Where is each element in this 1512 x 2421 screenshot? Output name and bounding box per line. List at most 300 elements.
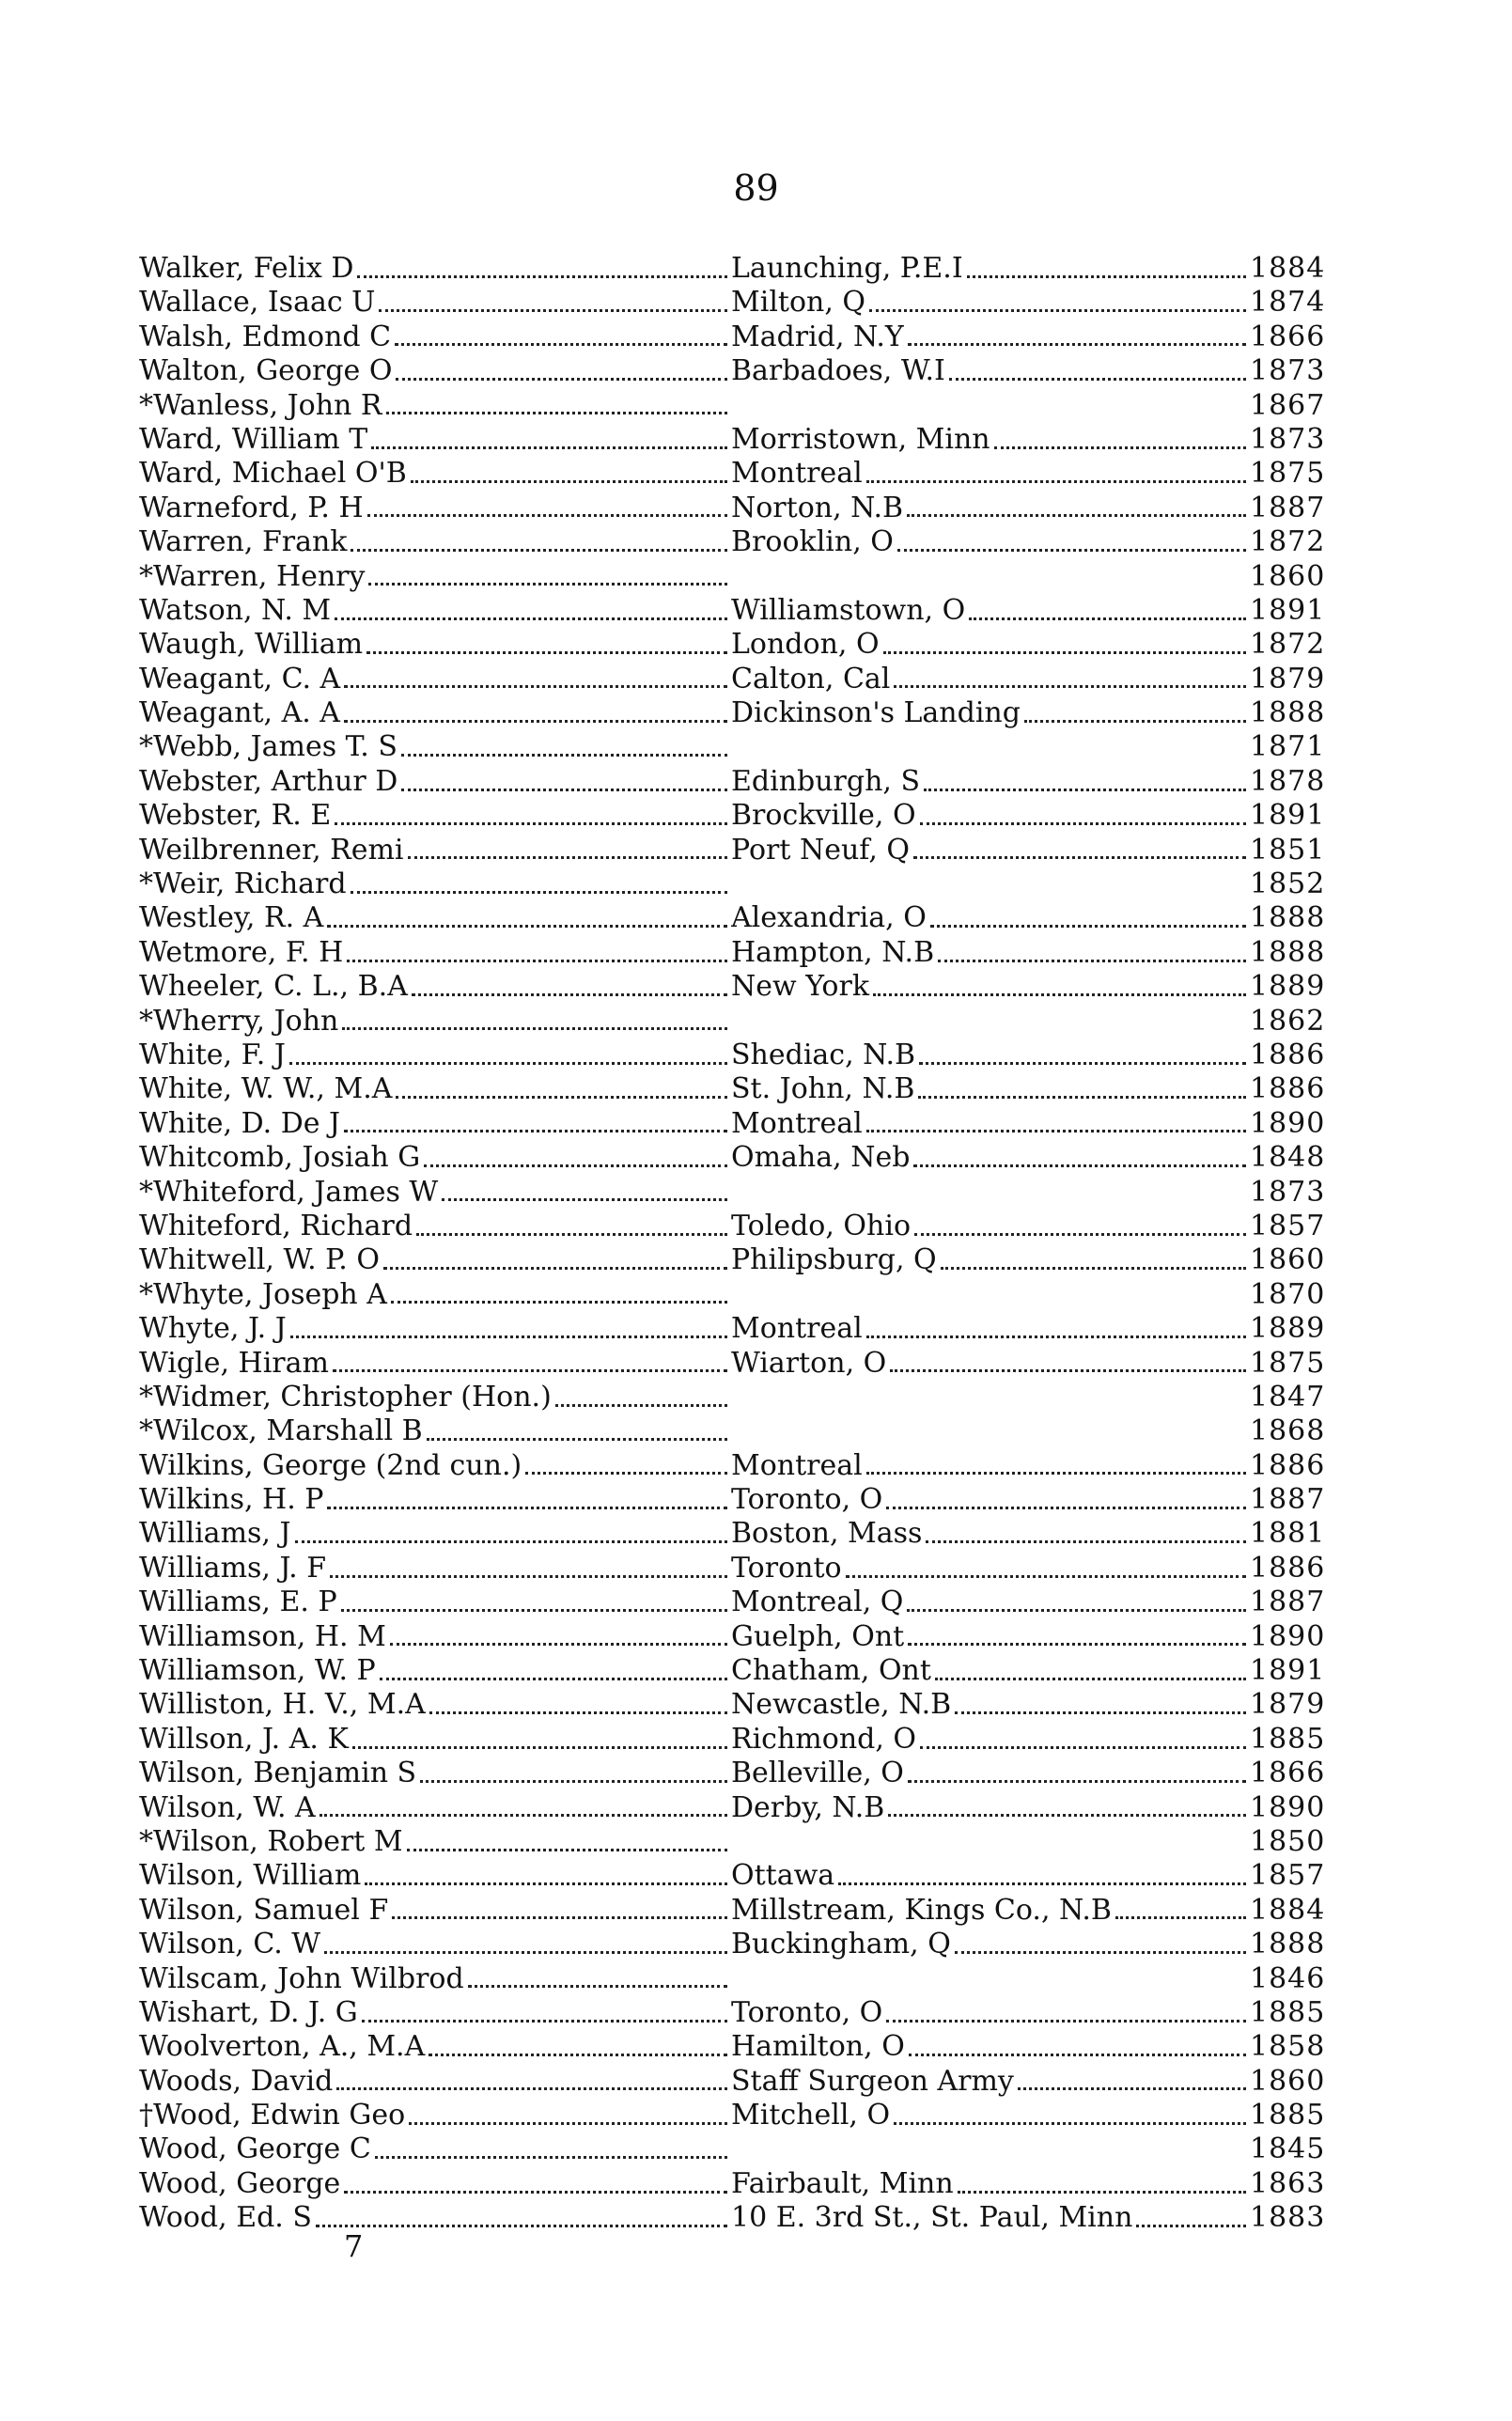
directory-entry [139, 1243, 1325, 1277]
directory-entry [139, 2167, 1325, 2201]
entry-year: 1868 [1250, 1414, 1326, 1448]
entry-place-column [731, 594, 1250, 628]
entry-name-column [139, 2167, 731, 2201]
entry-place-column [731, 320, 1250, 354]
entry-year: 1860 [1250, 1243, 1326, 1277]
dot-leader [918, 1096, 1246, 1099]
dot-leader [367, 514, 727, 517]
directory-entry [139, 1005, 1325, 1039]
entry-place: Philipsburg, Q [731, 1243, 937, 1277]
entry-place-column [731, 1552, 1250, 1585]
entry-year: 1858 [1250, 2030, 1326, 2064]
entry-place-column [731, 901, 1250, 935]
dot-leader [371, 446, 727, 449]
dot-leader [341, 1609, 727, 1612]
dot-leader [344, 720, 727, 723]
directory-entry [139, 970, 1325, 1004]
entry-year: 1846 [1250, 1961, 1326, 1995]
entry-name: Walton, George O [139, 354, 393, 388]
entry-name: Williams, J. F [139, 1551, 327, 1585]
entry-place: Barbadoes, W.I [731, 354, 945, 388]
entry-name: Williamson, W. P [139, 1654, 376, 1688]
entry-year: 1866 [1250, 320, 1326, 353]
entry-place-column [731, 492, 1250, 525]
directory-entry [139, 1039, 1325, 1072]
entry-place: London, O [731, 628, 880, 662]
entry-place-column [731, 1406, 1250, 1409]
dot-leader [866, 1472, 1246, 1475]
entry-name: *Wherry, John [139, 1004, 339, 1038]
directory-entry [139, 628, 1325, 662]
entry-name-column [139, 1996, 731, 2030]
dot-leader [333, 1369, 727, 1372]
entry-place-column [731, 1996, 1250, 2030]
entry-name: Williamson, H. M [139, 1619, 386, 1653]
entry-name-column [139, 1312, 731, 1346]
entry-name-column [139, 457, 731, 491]
entry-name-column [139, 2065, 731, 2099]
entry-name-column [139, 970, 731, 1004]
dot-leader [391, 1301, 727, 1304]
entry-place: Edinburgh, S [731, 764, 921, 798]
entry-place-column [731, 286, 1250, 320]
entry-name: *Webb, James T. S [139, 730, 397, 764]
dot-leader [390, 1643, 727, 1646]
entry-place-column [731, 799, 1250, 833]
directory-entry [139, 1552, 1325, 1585]
directory-entry [139, 1791, 1325, 1825]
directory-entry [139, 594, 1325, 628]
dot-leader [935, 1678, 1246, 1680]
entry-name-column [139, 1449, 731, 1483]
dot-leader [924, 789, 1246, 791]
entry-name-column [139, 1005, 731, 1039]
entry-place-column [731, 2158, 1250, 2161]
entry-year: 1891 [1250, 799, 1326, 833]
dot-leader [344, 1130, 727, 1132]
dot-leader [409, 2122, 727, 2125]
entry-place: Montreal [731, 457, 863, 491]
entry-name-column [139, 1962, 731, 1996]
entry-place: Montreal [731, 1448, 863, 1482]
entry-name: White, F. J [139, 1038, 286, 1071]
entry-place: Montreal [731, 1312, 863, 1346]
dot-leader [336, 2087, 727, 2090]
entry-place-column [731, 1030, 1250, 1033]
entry-name: *Wilcox, Marshall B [139, 1414, 423, 1448]
dot-leader [1018, 2087, 1246, 2090]
entry-year: 1890 [1250, 1619, 1326, 1653]
entry-place-column [731, 1859, 1250, 1893]
entry-place-column [731, 2099, 1250, 2132]
entry-year: 1872 [1250, 628, 1326, 662]
dot-leader [555, 1404, 727, 1407]
entry-place-column [731, 834, 1250, 867]
dot-leader [920, 1746, 1246, 1749]
entry-place-column [731, 2030, 1250, 2064]
entry-place-column [731, 628, 1250, 662]
entry-year: 1891 [1250, 593, 1326, 627]
entry-name: Williams, J [139, 1517, 291, 1551]
directory-entry [139, 2132, 1325, 2166]
dot-leader [408, 856, 727, 859]
directory-entry [139, 1381, 1325, 1414]
entry-place: Wiarton, O [731, 1346, 887, 1380]
directory-entry [139, 1962, 1325, 1996]
entry-name: Wilson, C. W [139, 1928, 321, 1961]
entry-place: Boston, Mass [731, 1517, 923, 1551]
entry-year: 1847 [1250, 1380, 1326, 1414]
directory-entry [139, 696, 1325, 730]
entry-place-column [731, 1988, 1250, 1991]
dot-leader [365, 1882, 727, 1885]
entry-name: Wilson, Benjamin S [139, 1757, 417, 1790]
dot-leader [890, 1369, 1246, 1372]
dot-leader [386, 412, 727, 414]
entry-year: 1887 [1250, 1483, 1326, 1517]
entry-name-column [139, 1654, 731, 1688]
directory-entry [139, 2201, 1325, 2235]
dot-leader [969, 617, 1246, 620]
entry-year: 1886 [1250, 1072, 1326, 1106]
entry-name: *Warren, Henry [139, 559, 366, 593]
entry-place: Launching, P.E.I [731, 252, 963, 285]
entry-place-column [731, 1928, 1250, 1961]
dot-leader [949, 378, 1246, 381]
entry-place-column [731, 1141, 1250, 1175]
dot-leader [351, 891, 727, 894]
entry-place-column [731, 1449, 1250, 1483]
entry-name-column [139, 799, 731, 833]
directory-entry [139, 1859, 1325, 1893]
dot-leader [324, 1951, 727, 1954]
entry-year: 1879 [1250, 662, 1326, 695]
dot-leader [351, 549, 727, 552]
dot-leader [866, 1335, 1246, 1338]
dot-leader [316, 2225, 727, 2227]
entry-name-column [139, 663, 731, 696]
dot-leader [392, 1916, 727, 1919]
entry-name: Wilkins, George (2nd cun.) [139, 1448, 522, 1482]
entry-name-column [139, 1791, 731, 1825]
entry-name: Woolverton, A., M.A [139, 2030, 426, 2064]
entry-name-column [139, 2201, 731, 2235]
dot-leader [379, 309, 727, 312]
directory-entry [139, 799, 1325, 833]
directory-entry [139, 1928, 1325, 1961]
entry-year: 1884 [1250, 1893, 1326, 1927]
entry-place-column [731, 1039, 1250, 1072]
directory-entry [139, 1449, 1325, 1483]
entry-place: Shediac, N.B [731, 1038, 916, 1071]
entry-name-column [139, 1757, 731, 1790]
entry-place-column [731, 1107, 1250, 1141]
entry-name-column [139, 1723, 731, 1757]
dot-leader [886, 1507, 1246, 1509]
entry-place: Morristown, Minn [731, 422, 990, 456]
directory-entry [139, 1757, 1325, 1790]
entry-name-column [139, 1688, 731, 1722]
entry-name: Watson, N. M [139, 593, 332, 627]
entry-place: Madrid, N.Y [731, 320, 904, 353]
entry-place-column [731, 756, 1250, 758]
entry-year: 1889 [1250, 970, 1326, 1004]
entry-place: 10 E. 3rd St., St. Paul, Minn [731, 2201, 1133, 2235]
directory-entry [139, 423, 1325, 457]
entry-place-column [731, 1483, 1250, 1517]
entry-place-column [731, 2201, 1250, 2235]
entry-name-column [139, 389, 731, 423]
dot-leader [886, 2020, 1246, 2023]
directory-entry [139, 834, 1325, 867]
entry-year: 1888 [1250, 1928, 1326, 1961]
directory-entry [139, 1414, 1325, 1448]
entry-name-column [139, 1517, 731, 1551]
entry-name: Wheeler, C. L., B.A [139, 970, 408, 1004]
entry-place: Calton, Cal [731, 662, 891, 695]
dot-leader [320, 1814, 727, 1817]
entry-name: Warneford, P. H [139, 491, 364, 524]
entry-name: Wilkins, H. P [139, 1483, 324, 1517]
directory-entry [139, 1620, 1325, 1654]
dot-leader [967, 275, 1246, 278]
directory-entry [139, 1723, 1325, 1757]
entry-name-column [139, 936, 731, 970]
dot-leader [955, 1951, 1246, 1954]
entry-place: Alexandria, O [731, 901, 927, 935]
dot-leader [335, 617, 727, 620]
entry-name: Woods, David [139, 2064, 334, 2098]
entry-name-column [139, 1414, 731, 1448]
dot-leader [335, 822, 727, 825]
entry-place: Toronto, O [731, 1483, 883, 1517]
entry-place-column [731, 1243, 1250, 1277]
entry-name: Weagant, C. A [139, 662, 341, 695]
directory-entry [139, 867, 1325, 901]
entry-year: 1885 [1250, 1722, 1326, 1756]
directory-entry [139, 1654, 1325, 1688]
entry-name: *Whyte, Joseph A [139, 1277, 387, 1311]
directory-entry [139, 1072, 1325, 1106]
entry-place-column [731, 1304, 1250, 1306]
directory-entry [139, 1483, 1325, 1517]
entry-place-column [731, 1312, 1250, 1346]
entry-name: Walsh, Edmond C [139, 320, 392, 353]
entry-year: 1888 [1250, 901, 1326, 935]
entry-year: 1862 [1250, 1004, 1326, 1038]
entry-place-column [731, 525, 1250, 559]
entry-place: Ottawa [731, 1859, 835, 1893]
entry-place-column [731, 1894, 1250, 1928]
entry-name: *Whiteford, James W [139, 1175, 439, 1209]
entry-place-column [731, 252, 1250, 286]
entry-name: Walker, Felix D [139, 252, 354, 285]
dot-leader [913, 1164, 1246, 1167]
entry-place-column [731, 414, 1250, 417]
dot-leader [941, 1267, 1246, 1270]
entry-place: New York [731, 970, 869, 1004]
entry-year: 1860 [1250, 559, 1326, 593]
entry-place: Williamstown, O [731, 593, 966, 627]
entry-place-column [731, 1347, 1250, 1381]
directory-entry [139, 457, 1325, 491]
directory-entry [139, 1825, 1325, 1859]
entry-name-column [139, 492, 731, 525]
entry-name-column [139, 730, 731, 764]
entry-year: 1857 [1250, 1209, 1326, 1242]
entry-name-column [139, 2099, 731, 2132]
entry-name: Wood, George [139, 2166, 341, 2200]
entry-name: Webster, Arthur D [139, 764, 398, 798]
dot-leader [295, 1540, 727, 1543]
dot-leader [396, 1096, 727, 1099]
dot-leader [897, 549, 1246, 552]
dot-leader [375, 2156, 727, 2159]
entry-place: Milton, Q [731, 286, 866, 320]
entry-place-column [731, 1201, 1250, 1204]
entry-name: Wilscam, John Wilbrod [139, 1961, 464, 1995]
entry-year: 1857 [1250, 1859, 1326, 1893]
dot-leader [352, 1746, 727, 1749]
entry-name-column [139, 1072, 731, 1106]
entry-name-column [139, 1894, 731, 1928]
dot-leader [866, 1130, 1246, 1132]
directory-entry [139, 1688, 1325, 1722]
entry-place: Montreal [731, 1106, 863, 1140]
entry-place-column [731, 696, 1250, 730]
dot-leader [1024, 720, 1246, 723]
entry-year: 1852 [1250, 867, 1326, 901]
entry-place-column [731, 1791, 1250, 1825]
entry-name: White, D. De J [139, 1106, 341, 1140]
directory-entry [139, 1894, 1325, 1928]
entry-place: Brockville, O [731, 799, 916, 833]
entry-name-column [139, 2030, 731, 2064]
entry-name-column [139, 354, 731, 388]
directory-entry [139, 1278, 1325, 1312]
entry-year: 1890 [1250, 1106, 1326, 1140]
entry-place-column [731, 457, 1250, 491]
dot-leader [908, 1780, 1246, 1783]
dot-leader [926, 1540, 1246, 1543]
directory-entry [139, 2065, 1325, 2099]
dot-leader [866, 480, 1246, 483]
dot-leader [913, 856, 1246, 859]
entry-year: 1886 [1250, 1551, 1326, 1585]
directory-entry [139, 1141, 1325, 1175]
entry-year: 1870 [1250, 1277, 1326, 1311]
entry-place-column [731, 663, 1250, 696]
entry-name: *Wanless, John R [139, 388, 382, 422]
entry-place-column [731, 586, 1250, 588]
entry-name: Weilbrenner, Remi [139, 833, 404, 867]
dot-leader [429, 2054, 727, 2056]
directory-entry [139, 765, 1325, 799]
directory-entry [139, 1312, 1325, 1346]
entry-name: *Weir, Richard [139, 867, 347, 901]
dot-leader [908, 1643, 1246, 1646]
entry-name: Wallace, Isaac U [139, 286, 376, 320]
entry-name: Warren, Frank [139, 525, 348, 559]
entry-place-column [731, 1723, 1250, 1757]
directory-entry [139, 1176, 1325, 1210]
entry-year: 1875 [1250, 457, 1326, 491]
entry-name-column [139, 628, 731, 662]
dot-leader [424, 1164, 727, 1167]
entry-name-column [139, 1141, 731, 1175]
entry-place: Toledo, Ohio [731, 1209, 912, 1242]
entry-place-column [731, 423, 1250, 457]
entry-place: Toronto, O [731, 1995, 883, 2029]
dot-leader [525, 1472, 727, 1475]
dot-leader [420, 1780, 727, 1783]
directory-entry [139, 663, 1325, 696]
entry-name: Wilson, W. A [139, 1790, 316, 1824]
entry-year: 1845 [1250, 2132, 1326, 2166]
entry-name-column [139, 901, 731, 935]
entry-name-column [139, 1243, 731, 1277]
entry-place-column [731, 1654, 1250, 1688]
entry-year: 1866 [1250, 1757, 1326, 1790]
entry-place: Hamilton, O [731, 2030, 905, 2064]
entry-name-column [139, 252, 731, 286]
dot-leader [958, 2191, 1246, 2194]
entry-name-column [139, 1381, 731, 1414]
entry-name-column [139, 1210, 731, 1243]
entry-place-column [731, 765, 1250, 799]
entry-name-column [139, 1859, 731, 1893]
dot-leader [407, 1849, 727, 1851]
dot-leader [416, 1233, 727, 1236]
entry-name: Westley, R. A [139, 901, 324, 935]
dot-leader [955, 1711, 1246, 1714]
entry-name: Whitcomb, Josiah G [139, 1141, 421, 1175]
directory-entry [139, 320, 1325, 354]
entry-name: Williston, H. V., M.A [139, 1688, 426, 1722]
entry-year: 1890 [1250, 1790, 1326, 1824]
entry-name-column [139, 1620, 731, 1654]
dot-leader [846, 1575, 1246, 1578]
dot-leader [468, 1985, 727, 1988]
entry-name-column [139, 1176, 731, 1210]
entry-name-column [139, 834, 731, 867]
entry-place: Dickinson's Landing [731, 696, 1021, 730]
entry-year: 1873 [1250, 422, 1326, 456]
dot-leader [1136, 2225, 1246, 2227]
entry-place: Belleville, O [731, 1757, 904, 1790]
entry-name-column [139, 1039, 731, 1072]
dot-leader [383, 1267, 727, 1270]
entry-year: 1873 [1250, 1175, 1326, 1209]
entry-place: Millstream, Kings Co., N.B [731, 1893, 1112, 1927]
entry-year: 1889 [1250, 1312, 1326, 1346]
entry-name-column [139, 867, 731, 901]
entry-place-column [731, 936, 1250, 970]
dot-leader [442, 1198, 727, 1201]
entry-year: 1860 [1250, 2064, 1326, 2098]
entry-name-column [139, 1107, 731, 1141]
entry-place-column [731, 2065, 1250, 2099]
entry-year: 1871 [1250, 730, 1326, 764]
page-number: 89 [733, 167, 779, 209]
entry-name-column [139, 765, 731, 799]
directory-entry [139, 1347, 1325, 1381]
entry-place: Fairbault, Minn [731, 2166, 954, 2200]
entry-name-column [139, 1278, 731, 1312]
entry-year: 1848 [1250, 1141, 1326, 1175]
directory-entry [139, 1517, 1325, 1551]
directory-entry [139, 1585, 1325, 1619]
